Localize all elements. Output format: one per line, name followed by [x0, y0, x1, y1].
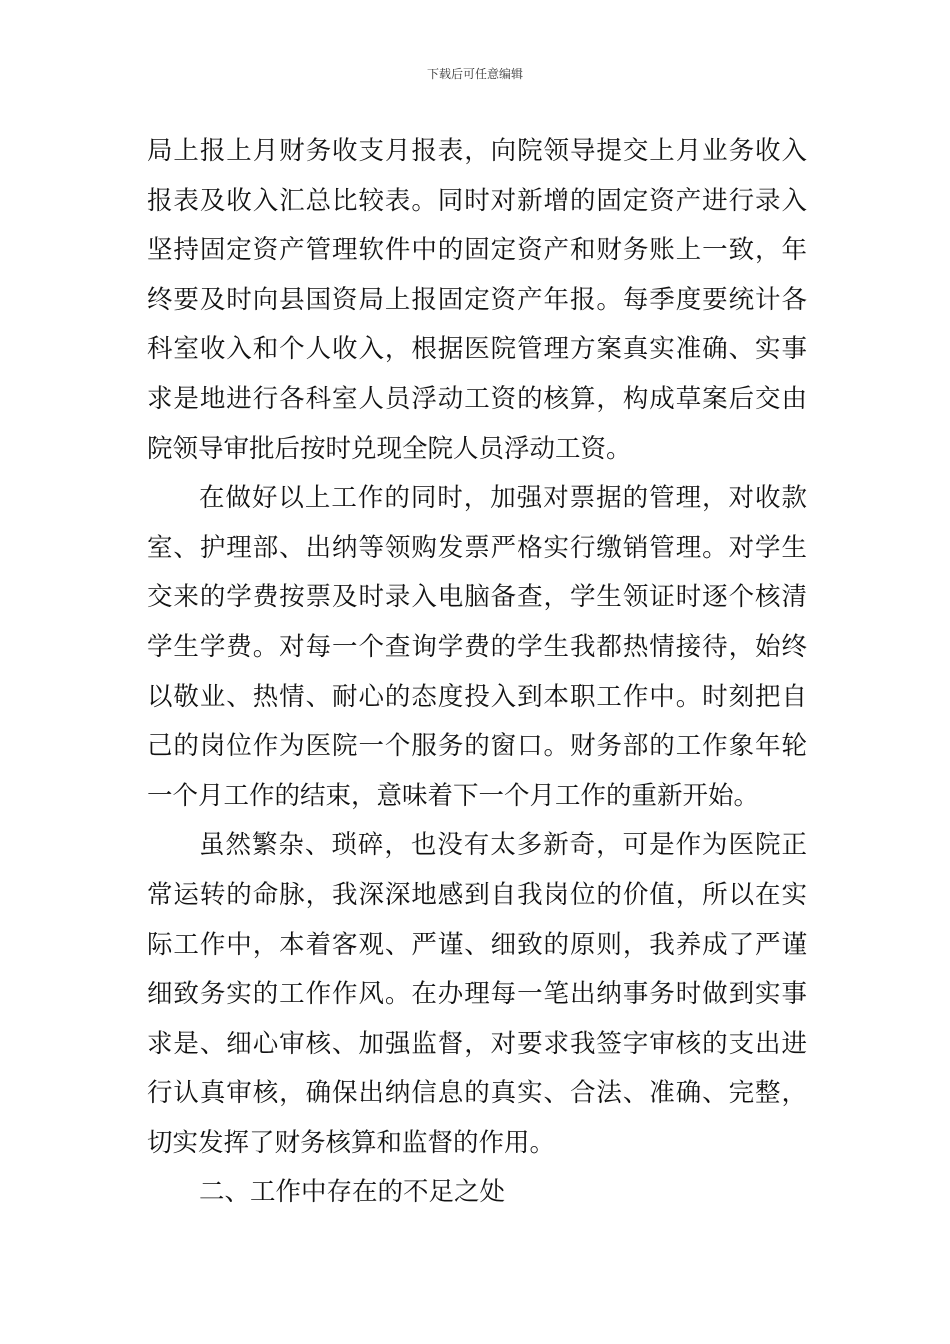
text-line: 以敬业、热情、耐心的态度投入到本职工作中。时刻把自 — [147, 681, 807, 712]
text-line: 在做好以上工作的同时，加强对票据的管理，对收款 — [199, 483, 807, 514]
text-line: 际工作中，本着客观、严谨、细致的原则，我养成了严谨 — [147, 929, 807, 960]
text-line: 己的岗位作为医院一个服务的窗口。财务部的工作象年轮 — [147, 731, 807, 762]
text-line: 局上报上月财务收支月报表，向院领导提交上月业务收入 — [147, 136, 807, 166]
text-line: 交来的学费按票及时录入电脑备查，学生领证时逐个核清 — [147, 582, 807, 613]
text-line: 院领导审批后按时兑现全院人员浮动工资。 — [147, 433, 632, 464]
page-header: 下载后可任意编辑 — [426, 67, 523, 81]
text-line: 室、护理部、出纳等领购发票严格实行缴销管理。对学生 — [147, 532, 807, 563]
text-line: 报表及收入汇总比较表。同时对新增的固定资产进行录入 — [147, 185, 807, 216]
paragraph-lines — [147, 127, 807, 1168]
text-line: 求是地进行各科室人员浮动工资的核算，构成草案后交由 — [147, 383, 807, 414]
text-line: 科室收入和个人收入，根据医院管理方案真实准确、实事 — [147, 334, 807, 365]
text-line: 坚持固定资产管理软件中的固定资产和财务账上一致，年 — [147, 235, 807, 266]
section-heading: 二、工作中存在的不足之处 — [199, 1177, 506, 1208]
text-line: 行认真审核，确保出纳信息的真实、合法、准确、完整， — [147, 1078, 807, 1109]
text-line: 求是、细心审核、加强监督，对要求我签字审核的支出进 — [147, 1028, 807, 1059]
document-body — [147, 127, 807, 1218]
text-line: 学生学费。对每一个查询学费的学生我都热情接待，始终 — [147, 631, 807, 662]
text-line: 一个月工作的结束，意味着下一个月工作的重新开始。 — [147, 780, 760, 811]
text-line: 虽然繁杂、琐碎，也没有太多新奇，可是作为医院正 — [199, 830, 807, 861]
text-line: 常运转的命脉，我深深地感到自我岗位的价值，所以在实 — [147, 879, 807, 910]
text-line: 终要及时向县国资局上报固定资产年报。每季度要统计各 — [147, 284, 807, 315]
text-line: 切实发挥了财务核算和监督的作用。 — [147, 1127, 556, 1158]
text-line: 细致务实的工作作风。在办理每一笔出纳事务时做到实事 — [147, 979, 807, 1010]
